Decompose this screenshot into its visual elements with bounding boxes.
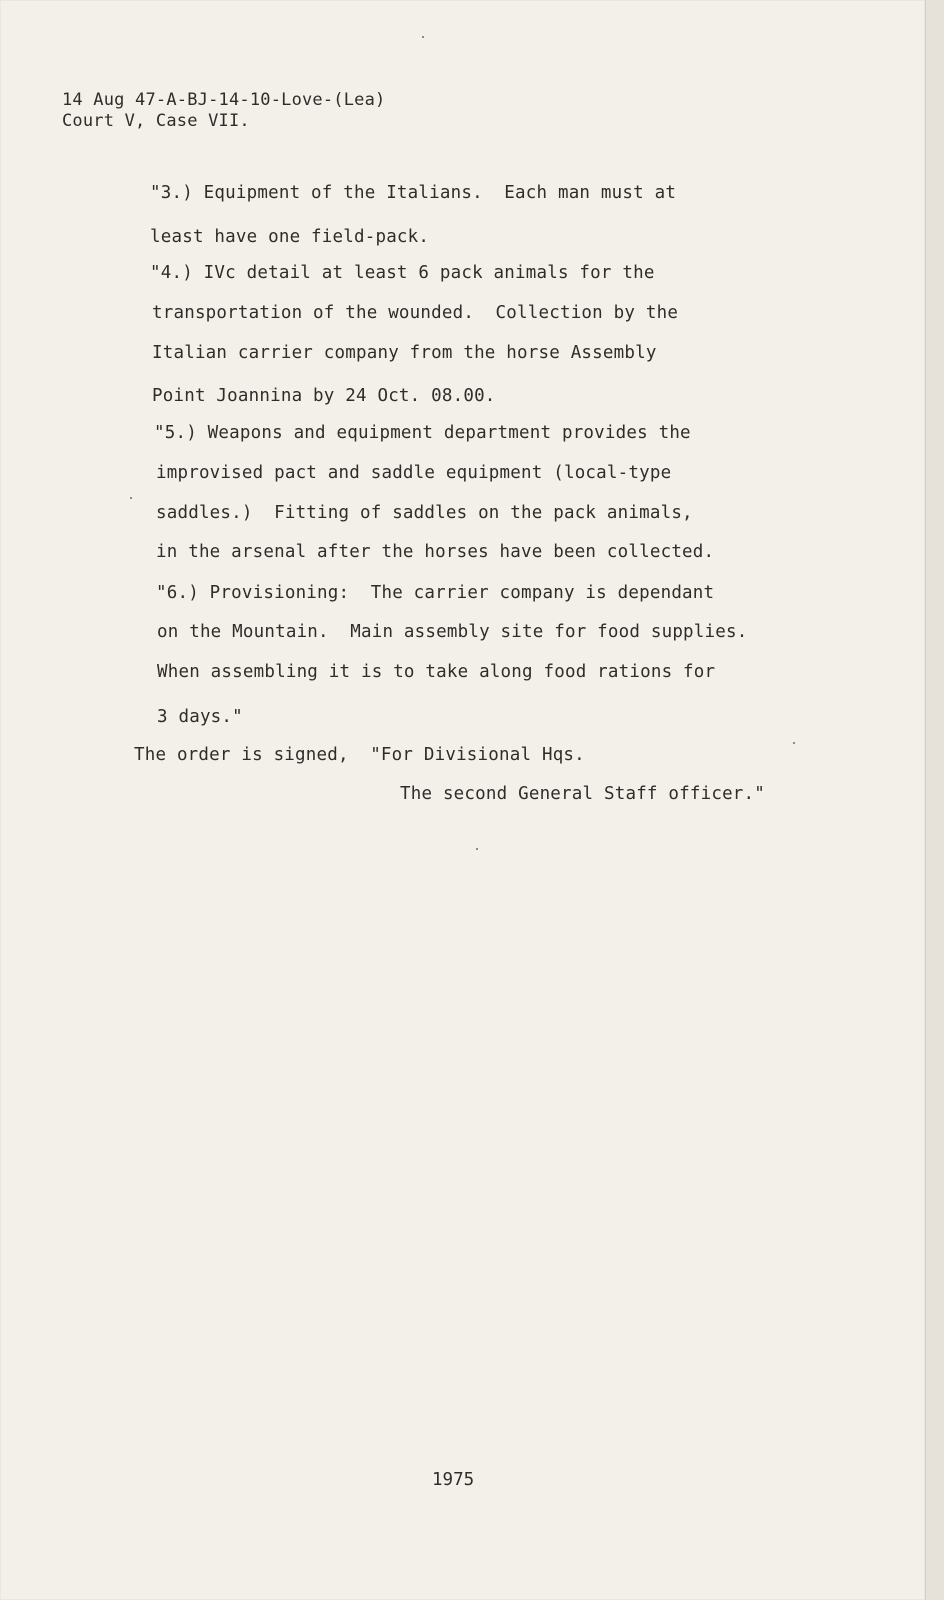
body-line: transportation of the wounded. Collection by the <box>152 303 679 323</box>
paper-speck <box>130 497 132 499</box>
body-line: saddles.) Fitting of saddles on the pack animals, <box>156 503 693 523</box>
paper-speck <box>422 36 424 38</box>
body-line: "6.) Provisioning: The carrier company is dependant <box>156 583 715 603</box>
signature-line: The order is signed, "For Divisional Hqs. <box>134 745 585 765</box>
body-line: on the Mountain. Main assembly site for food supplies. <box>157 622 748 642</box>
paper-speck <box>793 742 795 744</box>
header-court-case: Court V, Case VII. <box>62 111 250 131</box>
page-edge <box>925 0 944 1600</box>
body-line: "3.) Equipment of the Italians. Each man must at <box>150 183 677 203</box>
body-line: "4.) IVc detail at least 6 pack animals for the <box>150 263 655 283</box>
page-number: 1975 <box>432 1470 475 1490</box>
body-line: "5.) Weapons and equipment department provides the <box>154 423 691 443</box>
body-line: When assembling it is to take along food rations for <box>157 662 716 682</box>
body-line: in the arsenal after the horses have been collected. <box>156 542 715 562</box>
body-line: 3 days." <box>157 707 243 727</box>
body-line: Italian carrier company from the horse Assembly <box>152 343 657 363</box>
header-reference: 14 Aug 47-A-BJ-14-10-Love-(Lea) <box>62 90 386 110</box>
body-line: Point Joannina by 24 Oct. 08.00. <box>152 386 496 406</box>
body-line: improvised pact and saddle equipment (local-type <box>156 463 672 483</box>
signature-title: The second General Staff officer." <box>400 784 766 804</box>
paper-speck <box>476 848 478 850</box>
body-line: least have one field-pack. <box>150 227 430 247</box>
